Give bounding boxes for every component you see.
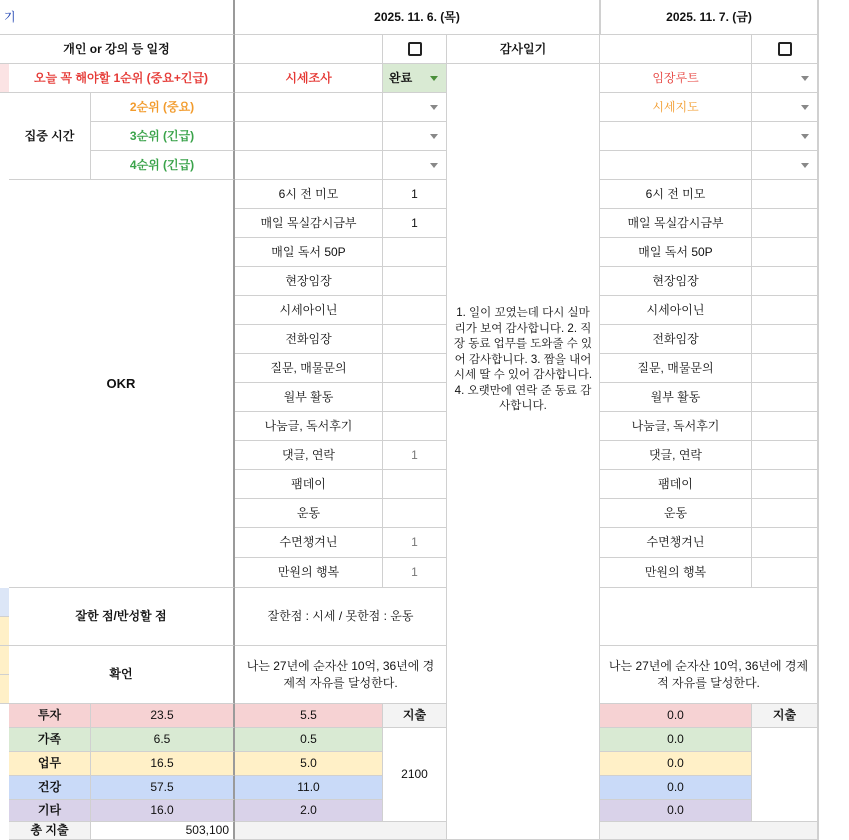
status-dropdown[interactable] <box>752 151 818 180</box>
spend-value[interactable]: 0.0 <box>600 776 752 800</box>
spend-value[interactable]: 2.0 <box>235 800 383 822</box>
dropdown-arrow-icon[interactable] <box>801 134 809 139</box>
okr-value[interactable] <box>383 267 447 296</box>
schedule-cell[interactable] <box>235 35 383 64</box>
category-total: 23.5 <box>91 704 235 728</box>
okr-item: 질문, 매물문의 <box>235 354 383 383</box>
okr-value[interactable] <box>383 470 447 499</box>
okr-item: 월부 활동 <box>600 383 752 412</box>
okr-item: 만원의 행복 <box>235 558 383 588</box>
row-strip <box>0 617 9 646</box>
status-dropdown[interactable] <box>383 151 447 180</box>
okr-value[interactable] <box>752 383 818 412</box>
priority-1-task[interactable]: 임장루트 <box>600 64 752 93</box>
okr-item: 나눔글, 독서후기 <box>235 412 383 441</box>
category-label: 건강 <box>9 776 91 800</box>
checkbox-icon[interactable] <box>408 42 422 56</box>
okr-item: 질문, 매물문의 <box>600 354 752 383</box>
category-total: 16.0 <box>91 800 235 822</box>
okr-item: 만원의 행복 <box>600 558 752 588</box>
total-value: 503,100 <box>91 822 235 840</box>
category-total: 57.5 <box>91 776 235 800</box>
dropdown-arrow-icon[interactable] <box>430 134 438 139</box>
gratitude-text: 1. 일이 꼬였는데 다시 실마리가 보여 감사합니다. 2. 직장 동료 업무를 도와줄 수 있어 감사합니다. 3. 짬을 내어 시세 딸 수 있어 감사합니다. 4. 오랫만에 연락 준 동료 감사합니다. <box>453 307 593 413</box>
okr-value[interactable] <box>752 296 818 325</box>
gratitude-label: 감사일기 <box>447 35 600 64</box>
okr-value[interactable]: 1 <box>383 180 447 209</box>
dropdown-arrow-icon[interactable] <box>430 163 438 168</box>
okr-item: 운동 <box>235 499 383 528</box>
total-row-cell <box>235 822 447 840</box>
review-text[interactable] <box>600 588 818 646</box>
focus-time-label: 집중 시간 <box>9 93 91 180</box>
okr-value[interactable] <box>383 354 447 383</box>
dropdown-arrow-icon[interactable] <box>801 163 809 168</box>
status-dropdown[interactable] <box>752 64 818 93</box>
okr-label: OKR <box>9 180 235 588</box>
schedule-label: 개인 or 강의 등 일정 <box>0 35 235 64</box>
okr-item: 현장임장 <box>235 267 383 296</box>
schedule-cell[interactable] <box>600 35 752 64</box>
dropdown-arrow-icon[interactable] <box>430 105 438 110</box>
priority-4-task[interactable] <box>600 151 752 180</box>
okr-value[interactable] <box>752 441 818 470</box>
status-dropdown[interactable] <box>752 122 818 151</box>
priority-2-task[interactable] <box>235 93 383 122</box>
okr-value[interactable] <box>383 325 447 354</box>
spend-value[interactable]: 0.5 <box>235 728 383 752</box>
status-dropdown[interactable] <box>752 93 818 122</box>
okr-item: 전화임장 <box>600 325 752 354</box>
okr-value[interactable] <box>383 499 447 528</box>
spend-value[interactable]: 0.0 <box>600 752 752 776</box>
spend-value[interactable]: 5.0 <box>235 752 383 776</box>
spend-label: 지출 <box>383 704 447 728</box>
spend-value[interactable]: 0.0 <box>600 800 752 822</box>
priority-4-label: 4순위 (긴급) <box>91 151 235 180</box>
category-total: 6.5 <box>91 728 235 752</box>
okr-value[interactable]: 1 <box>383 209 447 238</box>
spend-value[interactable]: 0.0 <box>600 704 752 728</box>
okr-item: 수면챙겨닌 <box>235 528 383 558</box>
category-total: 16.5 <box>91 752 235 776</box>
spend-value[interactable]: 11.0 <box>235 776 383 800</box>
okr-item: 시세아이닌 <box>600 296 752 325</box>
priority-1-label: 오늘 꼭 해야할 1순위 (중요+긴급) <box>9 64 235 93</box>
okr-item: 팸데이 <box>235 470 383 499</box>
spend-total[interactable]: 2100 <box>383 728 447 822</box>
okr-value[interactable] <box>752 470 818 499</box>
okr-item: 수면챙겨닌 <box>600 528 752 558</box>
done-checkbox[interactable] <box>383 35 447 64</box>
okr-value[interactable] <box>752 325 818 354</box>
okr-value[interactable]: 1 <box>383 558 447 588</box>
review-label: 잘한 점/반성할 점 <box>9 588 235 646</box>
okr-value[interactable] <box>383 296 447 325</box>
category-label: 가족 <box>9 728 91 752</box>
okr-value[interactable] <box>752 209 818 238</box>
date-header[interactable]: 2025. 11. 6. (목) <box>235 0 600 35</box>
okr-value[interactable] <box>752 499 818 528</box>
done-checkbox[interactable] <box>752 35 818 64</box>
status-dropdown[interactable] <box>383 93 447 122</box>
priority-3-task[interactable] <box>600 122 752 151</box>
category-label: 투자 <box>9 704 91 728</box>
dropdown-arrow-icon[interactable] <box>430 76 438 81</box>
okr-item: 시세아이닌 <box>235 296 383 325</box>
okr-value[interactable] <box>752 528 818 558</box>
okr-value[interactable] <box>752 238 818 267</box>
okr-value[interactable] <box>752 354 818 383</box>
dropdown-arrow-icon[interactable] <box>801 76 809 81</box>
okr-value[interactable] <box>383 412 447 441</box>
okr-item: 운동 <box>600 499 752 528</box>
spend-label: 지출 <box>752 704 818 728</box>
okr-value[interactable] <box>752 180 818 209</box>
priority-1-task[interactable]: 시세조사 <box>235 64 383 93</box>
spend-total[interactable] <box>752 728 818 822</box>
category-label: 업무 <box>9 752 91 776</box>
checkbox-icon[interactable] <box>778 42 792 56</box>
category-label: 기타 <box>9 800 91 822</box>
okr-item: 6시 전 미모 <box>235 180 383 209</box>
row-strip <box>0 64 9 93</box>
okr-value[interactable] <box>752 412 818 441</box>
gratitude-journal[interactable] <box>447 64 600 840</box>
row-strip <box>0 675 9 704</box>
okr-item: 매일 독서 50P <box>235 238 383 267</box>
okr-item: 매일 목실감시금부 <box>600 209 752 238</box>
row-strip <box>0 646 9 675</box>
row-strip <box>0 588 9 617</box>
okr-value[interactable] <box>383 238 447 267</box>
okr-item: 월부 활동 <box>235 383 383 412</box>
okr-item: 팸데이 <box>600 470 752 499</box>
date-header[interactable]: 2025. 11. 7. (금) <box>600 0 818 35</box>
sheet-title-cell[interactable]: 기 <box>0 0 235 35</box>
priority-2-task[interactable]: 시세지도 <box>600 93 752 122</box>
okr-value[interactable] <box>752 267 818 296</box>
status-dropdown[interactable] <box>383 122 447 151</box>
okr-value[interactable] <box>383 383 447 412</box>
next-column <box>818 0 849 840</box>
spend-value[interactable]: 5.5 <box>235 704 383 728</box>
okr-item: 현장임장 <box>600 267 752 296</box>
priority-3-label: 3순위 (긴급) <box>91 122 235 151</box>
review-text[interactable]: 잘한점 : 시세 / 못한점 : 운동 <box>235 588 447 646</box>
okr-value[interactable]: 1 <box>383 528 447 558</box>
priority-2-label: 2순위 (중요) <box>91 93 235 122</box>
priority-3-task[interactable] <box>235 122 383 151</box>
okr-value[interactable]: 1 <box>383 441 447 470</box>
affirmation-text[interactable]: 나는 27년에 순자산 10억, 36년에 경제적 자유를 달성한다. <box>235 646 447 704</box>
okr-item: 나눔글, 독서후기 <box>600 412 752 441</box>
okr-item: 댓글, 연락 <box>600 441 752 470</box>
affirmation-label: 확언 <box>9 646 235 704</box>
status-value: 완료 <box>389 70 413 85</box>
priority-4-task[interactable] <box>235 151 383 180</box>
okr-item: 전화임장 <box>235 325 383 354</box>
total-label: 총 지출 <box>9 822 91 840</box>
spend-value[interactable]: 0.0 <box>600 728 752 752</box>
okr-item: 댓글, 연락 <box>235 441 383 470</box>
okr-item: 매일 목실감시금부 <box>235 209 383 238</box>
okr-item: 매일 독서 50P <box>600 238 752 267</box>
okr-value[interactable] <box>752 558 818 588</box>
affirmation-text[interactable]: 나는 27년에 순자산 10억, 36년에 경제적 자유를 달성한다. <box>600 646 818 704</box>
dropdown-arrow-icon[interactable] <box>801 105 809 110</box>
status-dropdown[interactable] <box>383 64 447 93</box>
okr-item: 6시 전 미모 <box>600 180 752 209</box>
total-row-cell <box>600 822 818 840</box>
